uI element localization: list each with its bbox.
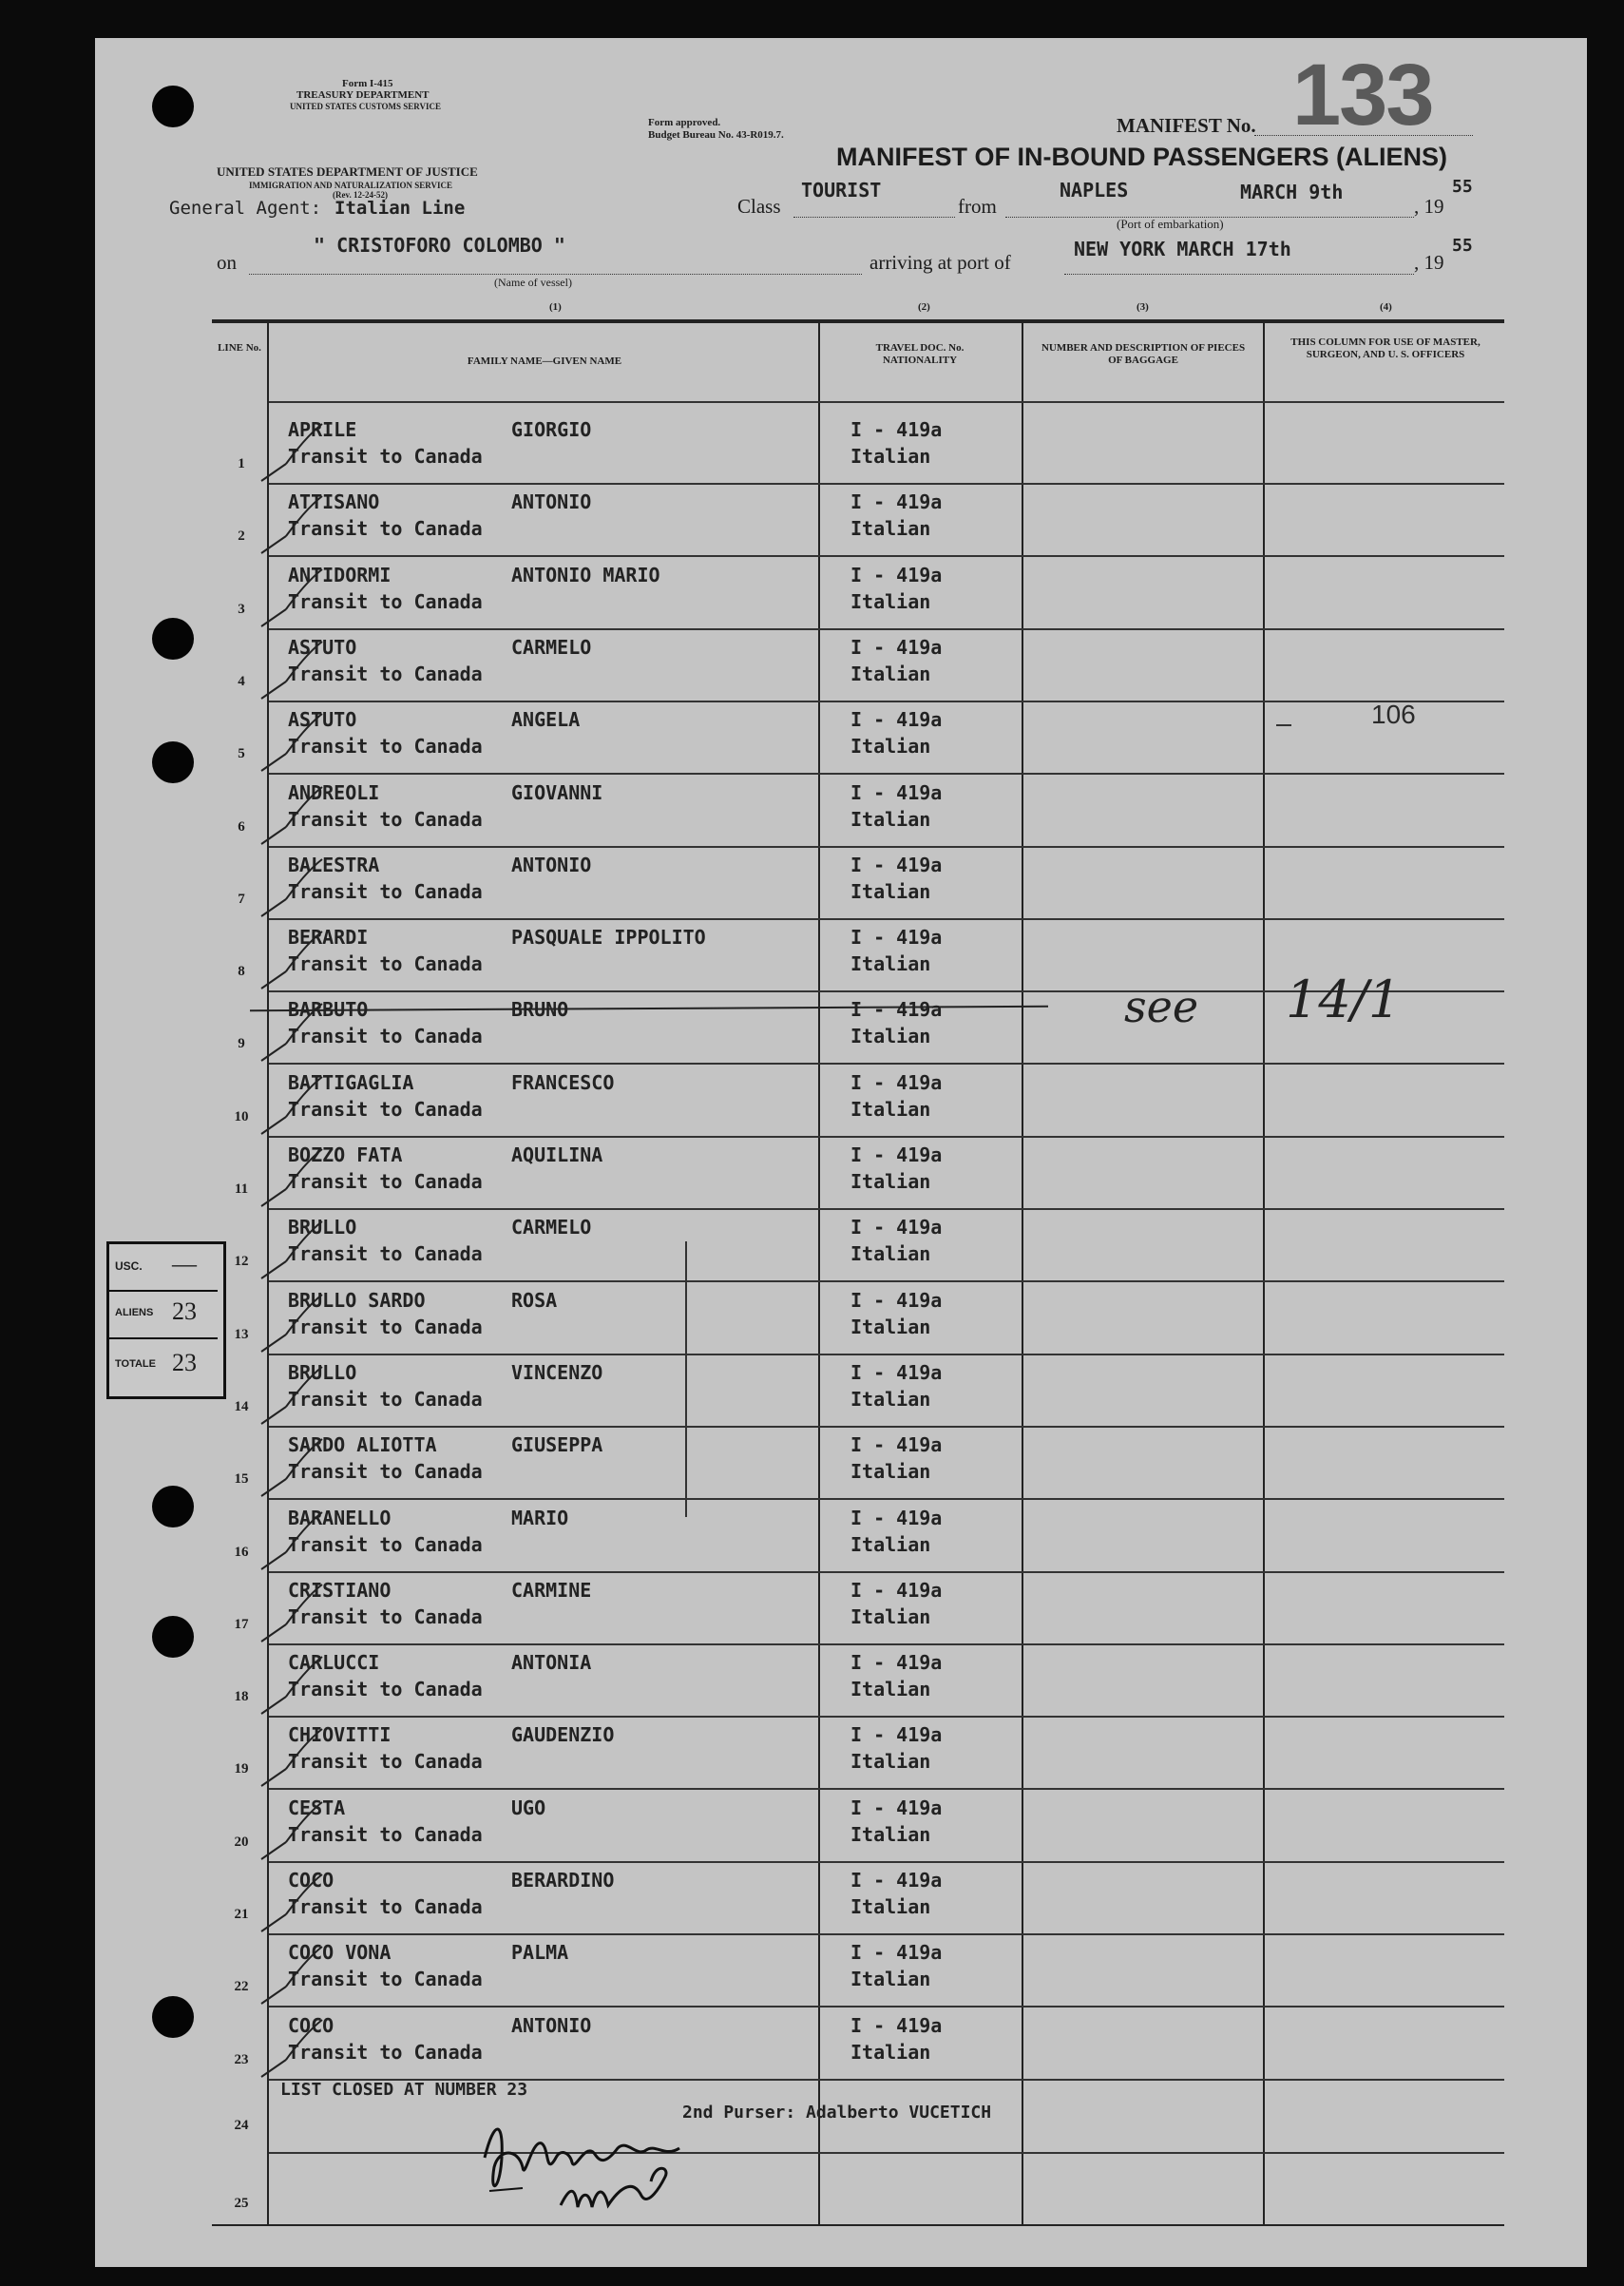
nationality: Italian bbox=[850, 1895, 931, 1918]
agent-label: General Agent: bbox=[169, 198, 322, 219]
family-name: BERARDI bbox=[288, 926, 369, 950]
check-mark bbox=[258, 1365, 324, 1426]
passenger-table bbox=[212, 319, 1504, 2226]
check-mark bbox=[258, 1293, 324, 1354]
arriving-label: arriving at port of bbox=[869, 251, 1011, 274]
family-name: COCO VONA bbox=[288, 1941, 392, 1965]
family-name: BATTIGAGLIA bbox=[288, 1070, 414, 1094]
vessel-note: (Name of vessel) bbox=[494, 276, 572, 289]
given-name: ANTONIO bbox=[511, 490, 592, 514]
transit-note: Transit to Canada bbox=[288, 589, 483, 613]
table-row bbox=[212, 701, 1504, 773]
family-name: BRULLO bbox=[288, 1360, 357, 1384]
given-name: ANGELA bbox=[511, 708, 581, 732]
travel-doc-number: I - 419a bbox=[850, 1723, 943, 1747]
family-name: COCO bbox=[288, 1869, 334, 1892]
given-name: PALMA bbox=[511, 1941, 569, 1965]
line-number: 5 bbox=[238, 746, 245, 762]
line-number: 6 bbox=[238, 818, 245, 835]
check-mark bbox=[258, 785, 324, 846]
check-mark bbox=[258, 640, 324, 701]
col-number-2: (2) bbox=[918, 301, 930, 313]
transit-note: Transit to Canada bbox=[288, 807, 483, 831]
transit-note: Transit to Canada bbox=[288, 517, 483, 541]
line-number: 15 bbox=[234, 1471, 249, 1488]
table-row bbox=[212, 2007, 1504, 2079]
table-row bbox=[212, 1933, 1504, 2006]
nationality: Italian bbox=[850, 879, 931, 903]
line-number: 8 bbox=[238, 964, 245, 980]
table-row bbox=[212, 1789, 1504, 1861]
travel-doc-number: I - 419a bbox=[850, 1360, 943, 1384]
usc-label: USC. bbox=[115, 1259, 143, 1273]
nationality: Italian bbox=[850, 735, 931, 759]
binder-hole bbox=[152, 1996, 194, 2038]
nationality: Italian bbox=[850, 1822, 931, 1846]
check-mark bbox=[258, 1075, 324, 1136]
budget-bureau: Budget Bureau No. 43-R019.7. bbox=[648, 129, 784, 141]
given-name: CARMELO bbox=[511, 635, 592, 659]
given-name: MARIO bbox=[511, 1506, 569, 1529]
line-number: 23 bbox=[234, 2051, 249, 2067]
form-approved: Form approved. bbox=[648, 117, 721, 128]
header-travel-doc: TRAVEL DOC. No. NATIONALITY bbox=[875, 342, 965, 366]
line-number: 14 bbox=[234, 1398, 249, 1414]
check-mark bbox=[258, 1147, 324, 1208]
travel-doc-number: I - 419a bbox=[850, 926, 943, 950]
family-name: BARANELLO bbox=[288, 1506, 392, 1529]
check-mark bbox=[258, 930, 324, 990]
year-prefix-arrival: , 19 bbox=[1414, 251, 1444, 274]
transit-note: Transit to Canada bbox=[288, 1678, 483, 1701]
see-note: see bbox=[1124, 981, 1199, 1032]
given-name: BERARDINO bbox=[511, 1869, 615, 1892]
totale-label: TOTALE bbox=[115, 1358, 156, 1370]
nationality: Italian bbox=[850, 952, 931, 976]
family-name: ASTUTO bbox=[288, 708, 357, 732]
header-officers: THIS COLUMN FOR USE OF MASTER, SURGEON, AND U. S. OFFICERS bbox=[1290, 336, 1481, 360]
transit-note: Transit to Canada bbox=[288, 1968, 483, 1991]
given-name: GIUSEPPA bbox=[511, 1433, 603, 1457]
vessel-name: " CRISTOFORO COLOMBO " bbox=[314, 234, 565, 257]
travel-doc-number: I - 419a bbox=[850, 563, 943, 586]
travel-doc-number: I - 419a bbox=[850, 635, 943, 659]
family-name: ATTISANO bbox=[288, 490, 380, 514]
travel-doc-number: I - 419a bbox=[850, 1796, 943, 1819]
line-number: 1 bbox=[238, 456, 245, 471]
transit-note: Transit to Canada bbox=[288, 1750, 483, 1774]
travel-doc-number: I - 419a bbox=[850, 853, 943, 876]
transit-note: Transit to Canada bbox=[288, 1025, 483, 1048]
given-name: ANTONIO bbox=[511, 2013, 592, 2037]
nationality: Italian bbox=[850, 1678, 931, 1701]
from-date: MARCH 9th bbox=[1240, 181, 1344, 203]
travel-doc-number: I - 419a bbox=[850, 2013, 943, 2037]
family-name: ASTUTO bbox=[288, 635, 357, 659]
given-name: GIOVANNI bbox=[511, 780, 603, 804]
nationality: Italian bbox=[850, 662, 931, 685]
line-number: 11 bbox=[234, 1181, 249, 1197]
nationality: Italian bbox=[850, 807, 931, 831]
transit-note: Transit to Canada bbox=[288, 879, 483, 903]
agent-value: Italian Line bbox=[334, 198, 466, 219]
check-mark bbox=[258, 857, 324, 918]
transit-note: Transit to Canada bbox=[288, 952, 483, 976]
table-row bbox=[212, 556, 1504, 628]
transit-note: Transit to Canada bbox=[288, 1460, 483, 1484]
line-number: 13 bbox=[234, 1326, 249, 1342]
line-number: 25 bbox=[234, 2196, 249, 2211]
year-suffix: 55 bbox=[1452, 177, 1473, 197]
table-row bbox=[212, 1281, 1504, 1354]
table-row bbox=[212, 1861, 1504, 1933]
year-suffix-arrival: 55 bbox=[1452, 236, 1473, 256]
given-name: BRUNO bbox=[511, 998, 569, 1022]
table-row bbox=[212, 1643, 1504, 1716]
given-name: ROSA bbox=[511, 1288, 558, 1312]
class-value: TOURIST bbox=[801, 179, 882, 202]
nationality: Italian bbox=[850, 1242, 931, 1266]
totale-value: 23 bbox=[172, 1349, 197, 1376]
family-name: CRISTIANO bbox=[288, 1578, 392, 1602]
given-name: PASQUALE IPPOLITO bbox=[511, 926, 706, 950]
transit-note: Transit to Canada bbox=[288, 1387, 483, 1411]
table-row bbox=[212, 1571, 1504, 1643]
travel-doc-number: I - 419a bbox=[850, 708, 943, 732]
check-mark bbox=[258, 1873, 324, 1933]
line-number: 12 bbox=[234, 1254, 249, 1270]
line-number: 9 bbox=[238, 1036, 245, 1052]
header-name: FAMILY NAME—GIVEN NAME bbox=[467, 355, 622, 367]
binder-hole bbox=[152, 1486, 194, 1527]
nationality: Italian bbox=[850, 1460, 931, 1484]
check-mark bbox=[258, 712, 324, 773]
ins-service: IMMIGRATION AND NATURALIZATION SERVICE bbox=[249, 181, 452, 190]
transit-note: Transit to Canada bbox=[288, 1895, 483, 1918]
check-mark bbox=[258, 494, 324, 555]
transit-note: Transit to Canada bbox=[288, 445, 483, 468]
usc-value: — bbox=[172, 1250, 197, 1277]
line-number: 20 bbox=[234, 1834, 249, 1850]
family-name: ANDREOLI bbox=[288, 780, 380, 804]
family-name: ANTIDORMI bbox=[288, 563, 392, 586]
line-number: 18 bbox=[234, 1689, 249, 1705]
nationality: Italian bbox=[850, 1750, 931, 1774]
nationality: Italian bbox=[850, 1025, 931, 1048]
form-number: Form I-415 bbox=[342, 78, 393, 89]
travel-doc-number: I - 419a bbox=[850, 1651, 943, 1675]
travel-doc-number: I - 419a bbox=[850, 1433, 943, 1457]
travel-doc-number: I - 419a bbox=[850, 780, 943, 804]
nationality: Italian bbox=[850, 1604, 931, 1628]
revision: (Rev. 12-24-52) bbox=[333, 190, 388, 200]
line-number: 16 bbox=[234, 1544, 249, 1560]
transit-note: Transit to Canada bbox=[288, 1532, 483, 1556]
nationality: Italian bbox=[850, 1315, 931, 1338]
given-name: UGO bbox=[511, 1796, 546, 1819]
col-number-3: (3) bbox=[1137, 301, 1149, 313]
transit-note: Transit to Canada bbox=[288, 1604, 483, 1628]
check-mark bbox=[258, 1800, 324, 1861]
nationality: Italian bbox=[850, 445, 931, 468]
travel-doc-number: I - 419a bbox=[850, 1070, 943, 1094]
treasury-department: TREASURY DEPARTMENT bbox=[296, 89, 430, 101]
nationality: Italian bbox=[850, 1968, 931, 1991]
table-row bbox=[212, 1064, 1504, 1136]
family-name: CHIOVITTI bbox=[288, 1723, 392, 1747]
nationality: Italian bbox=[850, 2040, 931, 2064]
header-line-no: LINE No. bbox=[218, 342, 261, 354]
check-mark bbox=[258, 1945, 324, 2006]
table-row bbox=[212, 411, 1504, 483]
binder-hole bbox=[152, 618, 194, 660]
transit-note: Transit to Canada bbox=[288, 1315, 483, 1338]
table-row bbox=[212, 628, 1504, 701]
travel-doc-number: I - 419a bbox=[850, 1216, 943, 1239]
given-name: GIORGIO bbox=[511, 418, 592, 441]
line-number: 17 bbox=[234, 1616, 249, 1632]
family-name: COCO bbox=[288, 2013, 334, 2037]
on-label: on bbox=[217, 251, 237, 274]
table-row bbox=[212, 483, 1504, 555]
manifest-title: MANIFEST OF IN-BOUND PASSENGERS (ALIENS) bbox=[836, 143, 1448, 171]
arrival-port: NEW YORK MARCH 17th bbox=[1074, 238, 1291, 260]
port-of-embarkation-note: (Port of embarkation) bbox=[1117, 217, 1224, 231]
transit-note: Transit to Canada bbox=[288, 1242, 483, 1266]
nationality: Italian bbox=[850, 1532, 931, 1556]
handwritten-signature bbox=[466, 2101, 732, 2224]
given-name: FRANCESCO bbox=[511, 1070, 615, 1094]
table-row bbox=[212, 2080, 1504, 2152]
travel-doc-number: I - 419a bbox=[850, 418, 943, 441]
given-name: ANTONIO MARIO bbox=[511, 563, 660, 586]
check-mark bbox=[258, 567, 324, 628]
purser-signature-line: 2nd Purser: Adalberto VUCETICH bbox=[682, 2103, 992, 2123]
binder-hole bbox=[152, 86, 194, 127]
see-reference: 14/1 bbox=[1286, 970, 1402, 1029]
transit-note: Transit to Canada bbox=[288, 1097, 483, 1121]
nationality: Italian bbox=[850, 517, 931, 541]
given-name: CARMINE bbox=[511, 1578, 592, 1602]
nationality: Italian bbox=[850, 1387, 931, 1411]
given-name: VINCENZO bbox=[511, 1360, 603, 1384]
line-number: 2 bbox=[238, 528, 245, 545]
table-row bbox=[212, 1499, 1504, 1571]
year-prefix: , 19 bbox=[1414, 195, 1444, 218]
department-of-justice: UNITED STATES DEPARTMENT OF JUSTICE bbox=[217, 164, 478, 179]
alien-count-stamp bbox=[106, 1241, 226, 1399]
table-row bbox=[212, 846, 1504, 918]
family-name: APRILE bbox=[288, 418, 357, 441]
transit-note: Transit to Canada bbox=[288, 735, 483, 759]
table-row bbox=[212, 1716, 1504, 1788]
family-name: BRULLO bbox=[288, 1216, 357, 1239]
check-mark bbox=[258, 2018, 324, 2079]
manifest-no-label: MANIFEST No. bbox=[1117, 114, 1256, 137]
family-name: SARDO ALIOTTA bbox=[288, 1433, 437, 1457]
line-number: 3 bbox=[238, 601, 245, 617]
given-name: ANTONIO bbox=[511, 853, 592, 876]
family-name: BALESTRA bbox=[288, 853, 380, 876]
family-name: BRULLO SARDO bbox=[288, 1288, 426, 1312]
table-row bbox=[212, 1208, 1504, 1280]
col-number-4: (4) bbox=[1380, 301, 1392, 313]
transit-note: Transit to Canada bbox=[288, 2040, 483, 2064]
travel-doc-number: I - 419a bbox=[850, 1578, 943, 1602]
header-baggage: NUMBER AND DESCRIPTION OF PIECES OF BAGGAGE bbox=[1041, 342, 1246, 366]
customs-service: UNITED STATES CUSTOMS SERVICE bbox=[290, 102, 441, 111]
line-number: 4 bbox=[238, 673, 245, 689]
family-name: CESTA bbox=[288, 1796, 346, 1819]
given-name: GAUDENZIO bbox=[511, 1723, 615, 1747]
line-number: 7 bbox=[238, 891, 245, 907]
nationality: Italian bbox=[850, 589, 931, 613]
manifest-number: 133 bbox=[1292, 47, 1433, 144]
travel-doc-number: I - 419a bbox=[850, 490, 943, 514]
check-mark bbox=[258, 1727, 324, 1788]
line-number: 22 bbox=[234, 1979, 249, 1995]
travel-doc-number: I - 419a bbox=[850, 998, 943, 1022]
line-number: 24 bbox=[234, 2118, 249, 2133]
table-row bbox=[212, 774, 1504, 846]
given-name: AQUILINA bbox=[511, 1143, 603, 1166]
transit-note: Transit to Canada bbox=[288, 1822, 483, 1846]
nationality: Italian bbox=[850, 1097, 931, 1121]
line-number: 10 bbox=[234, 1108, 249, 1124]
family-name: BOZZO FATA bbox=[288, 1143, 403, 1166]
aliens-label: ALIENS bbox=[115, 1307, 154, 1318]
transit-note: Transit to Canada bbox=[288, 1170, 483, 1193]
binder-hole bbox=[152, 741, 194, 783]
aliens-value: 23 bbox=[172, 1297, 197, 1325]
col-number-1: (1) bbox=[549, 301, 562, 313]
check-mark bbox=[258, 1583, 324, 1643]
check-mark bbox=[258, 1437, 324, 1498]
line-number: 19 bbox=[234, 1761, 249, 1777]
travel-doc-number: I - 419a bbox=[850, 1143, 943, 1166]
class-label: Class bbox=[737, 195, 781, 218]
check-mark bbox=[258, 1220, 324, 1280]
binder-hole bbox=[152, 1616, 194, 1658]
transit-note: Transit to Canada bbox=[288, 662, 483, 685]
family-name: CARLUCCI bbox=[288, 1651, 380, 1675]
check-mark bbox=[258, 422, 324, 483]
family-name: BARBUTO bbox=[288, 998, 369, 1022]
check-mark bbox=[258, 1510, 324, 1571]
travel-doc-number: I - 419a bbox=[850, 1941, 943, 1965]
officer-number: 106 bbox=[1371, 700, 1416, 729]
nationality: Italian bbox=[850, 1170, 931, 1193]
given-name: ANTONIA bbox=[511, 1651, 592, 1675]
travel-doc-number: I - 419a bbox=[850, 1506, 943, 1529]
table-row bbox=[212, 1426, 1504, 1498]
table-row bbox=[212, 1354, 1504, 1426]
from-label: from bbox=[958, 195, 997, 218]
given-name: CARMELO bbox=[511, 1216, 592, 1239]
table-row bbox=[212, 1136, 1504, 1208]
list-closed-note: LIST CLOSED AT NUMBER 23 bbox=[280, 2080, 528, 2100]
travel-doc-number: I - 419a bbox=[850, 1869, 943, 1892]
from-port: NAPLES bbox=[1060, 179, 1129, 202]
line-number: 21 bbox=[234, 1907, 249, 1922]
table-row bbox=[212, 2152, 1504, 2224]
travel-doc-number: I - 419a bbox=[850, 1288, 943, 1312]
check-mark bbox=[258, 1655, 324, 1716]
